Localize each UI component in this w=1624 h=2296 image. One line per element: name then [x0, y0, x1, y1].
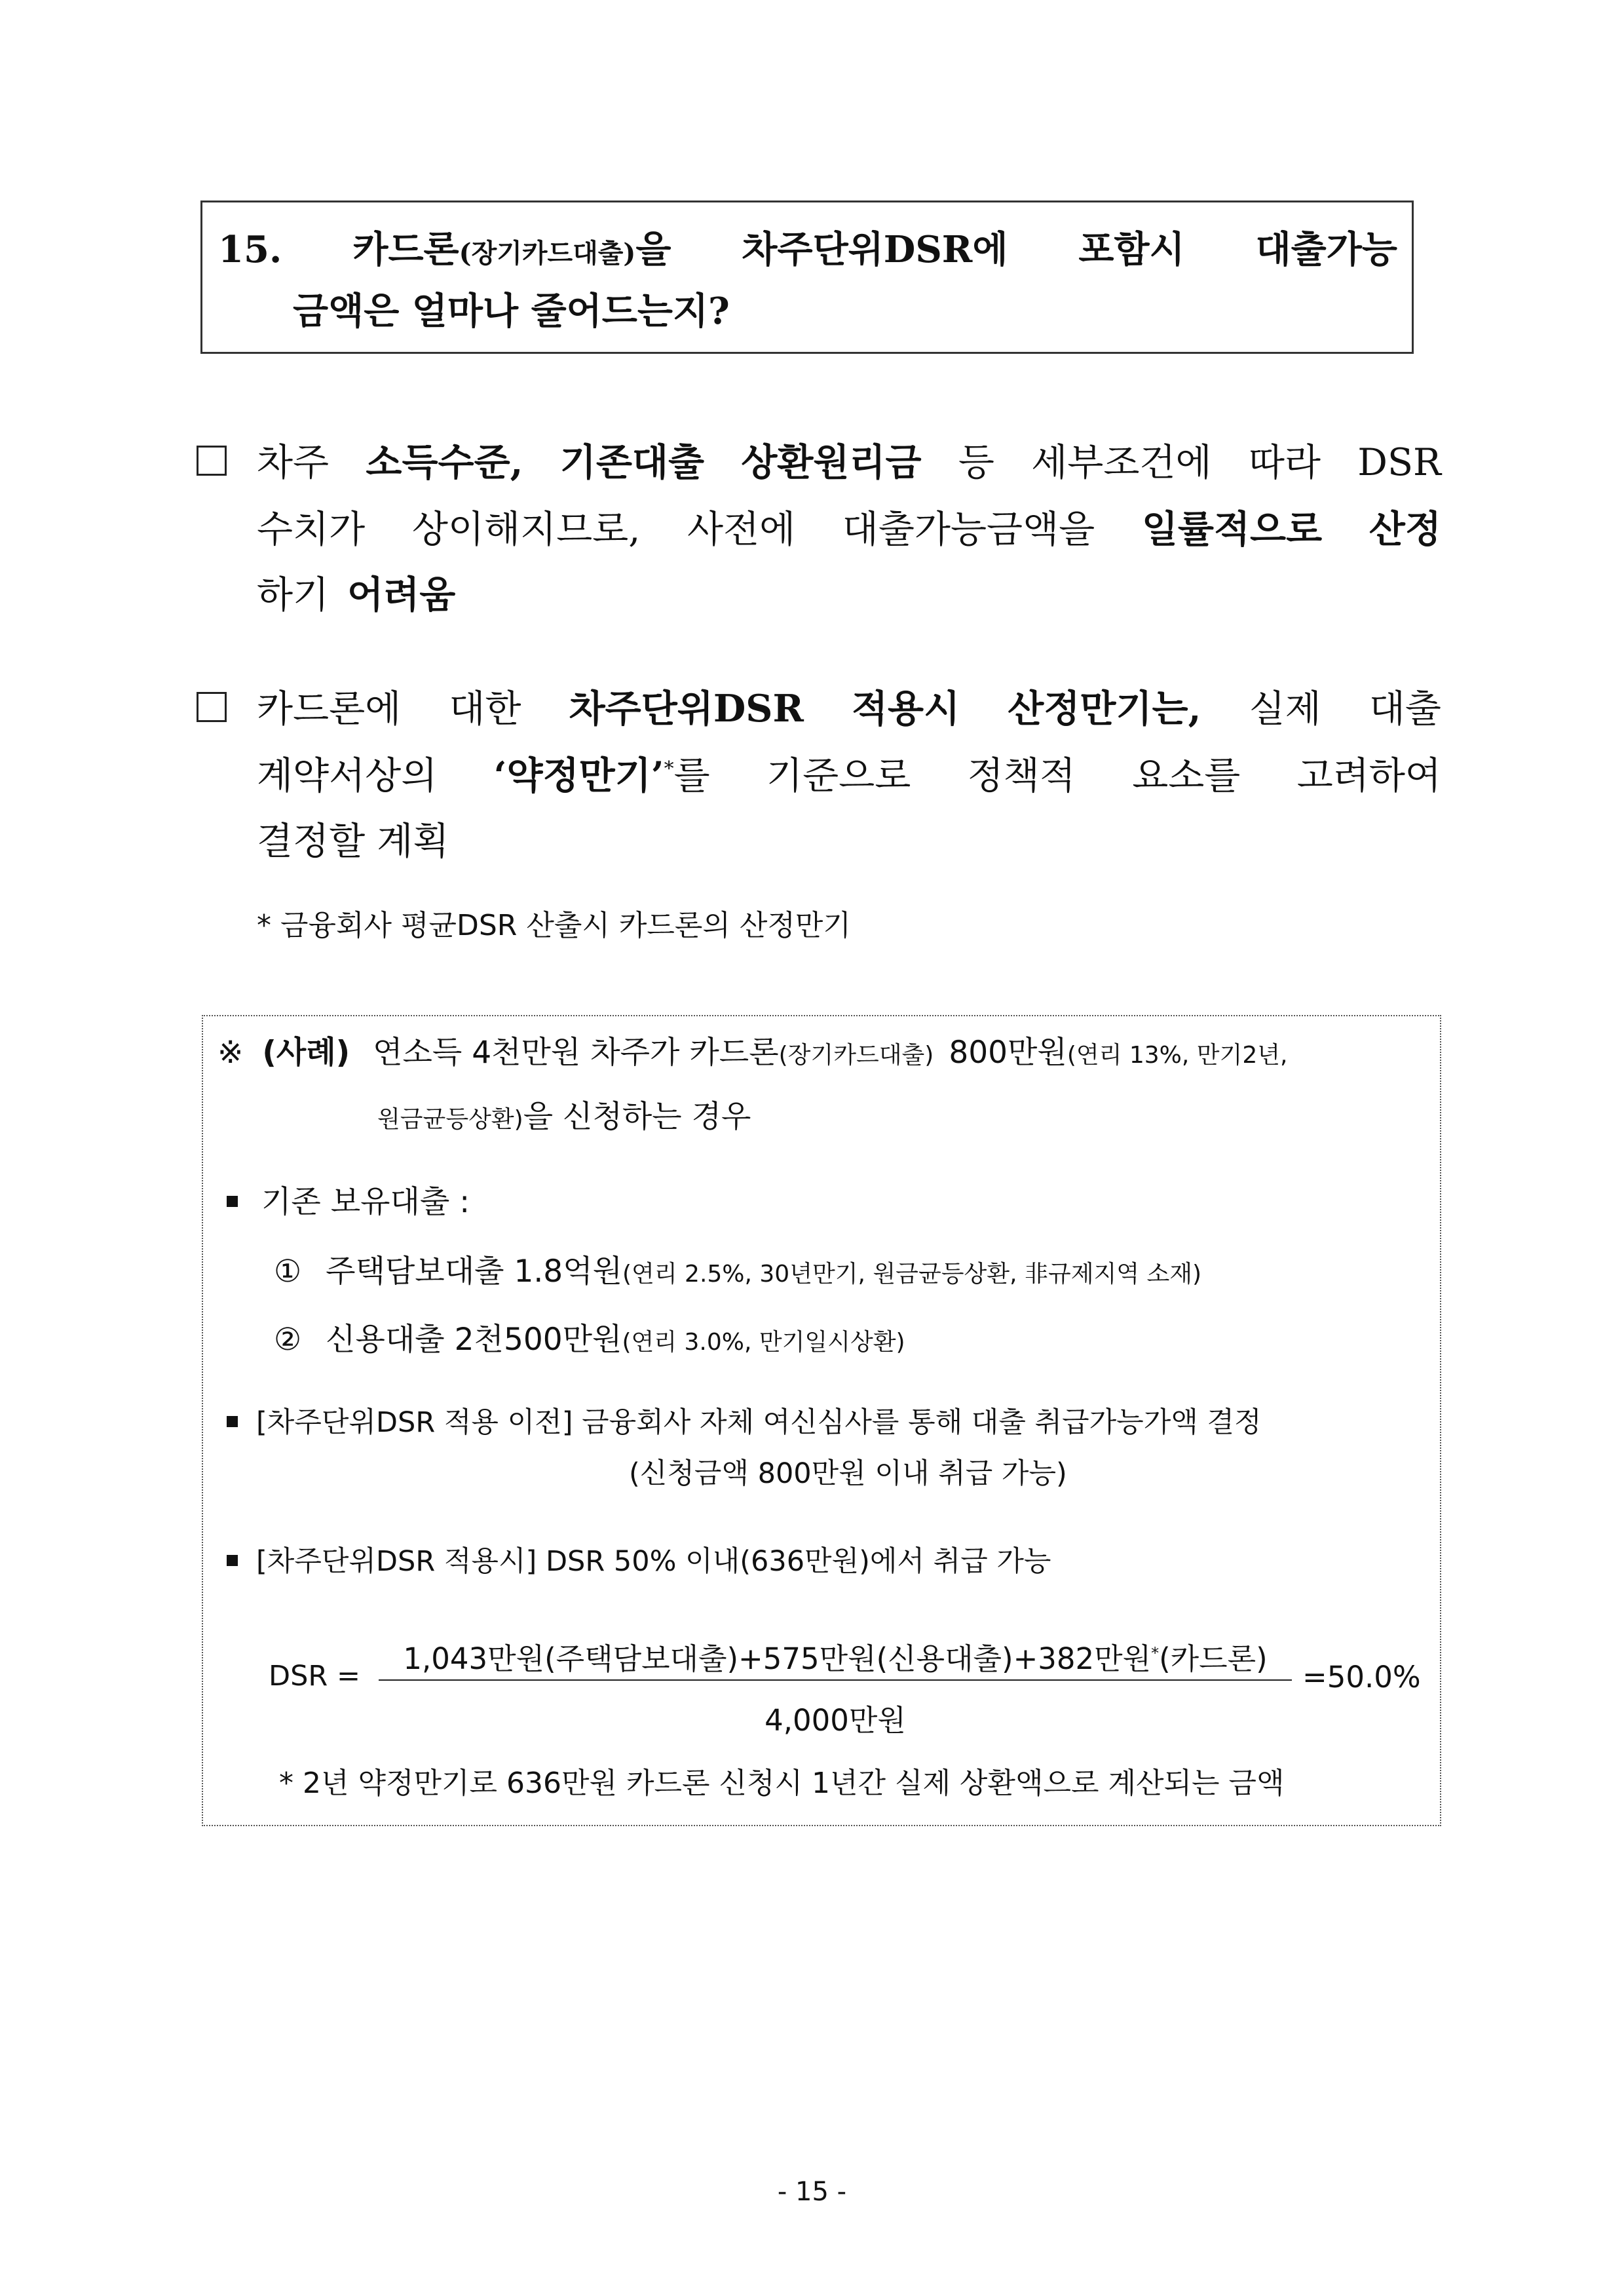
before-dsr-line-2: (신청금액 800만원 이내 취급 가능) — [629, 1457, 1067, 1490]
word-bold: 상환원리금 — [741, 440, 922, 484]
square-bullet-icon — [227, 1196, 238, 1207]
word-bold: 차주단위DSR — [569, 687, 804, 731]
word: 사전에 — [687, 508, 796, 551]
word-bold: 기존대출 — [559, 440, 705, 484]
footnote-mark: * — [664, 757, 674, 780]
word: 등 — [958, 441, 994, 484]
page-number: - 15 - — [777, 2177, 847, 2207]
word: 요소를 — [1132, 754, 1241, 797]
case-line-1 — [217, 1028, 1287, 1072]
checkbox-square-icon — [197, 446, 227, 476]
word: 정책적 — [967, 754, 1076, 797]
bullet2-line3: 결정할 계획 — [257, 820, 449, 863]
word: 계약서상의 — [257, 754, 438, 797]
fraction-bar — [379, 1679, 1292, 1681]
checkbox-square-icon — [197, 692, 227, 722]
footnote: * 금융회사 평균DSR 산출시 카드론의 산정만기 — [257, 909, 851, 942]
case-text-small: (연리 2.5%, 30년만기, 원금균등상환, 非규제지역 소재) — [622, 1261, 1202, 1288]
case-footnote: * 2년 약정만기로 636만원 카드론 신청시 1년간 실제 상환액으로 계산되는 금액 — [279, 1767, 1285, 1800]
word: 상이해지므로, — [411, 508, 641, 551]
word-bold: 산정 — [1369, 507, 1441, 551]
word-bold: 어려움 — [347, 573, 456, 617]
word: 세부조건에 — [1031, 441, 1212, 484]
footnote-mark: * — [1151, 1644, 1160, 1662]
formula-text: (카드론) — [1159, 1641, 1268, 1676]
case-text: 신용대출 2천500만원 — [326, 1322, 622, 1358]
word: 카드론에 — [257, 687, 402, 731]
word: 고려하여 — [1296, 754, 1441, 797]
case-text-small: (연리 13%, 만기2년, — [1067, 1042, 1288, 1069]
word: 대한 — [449, 687, 521, 731]
formula-numerator — [387, 1635, 1284, 1677]
formula-text: 1,043만원(주택담보대출)+575만원(신용대출)+382만원 — [403, 1641, 1152, 1676]
bullet1-line2 — [257, 499, 1441, 553]
question-text: 포함시 — [1078, 228, 1185, 271]
question-number: 15. — [218, 228, 282, 271]
case-text-small: (장기카드대출) — [778, 1042, 934, 1069]
word: 기준으로 — [766, 754, 911, 797]
case-text: 을 신청하는 경우 — [523, 1099, 751, 1135]
bullet2-line1 — [257, 679, 1441, 733]
bullet1-line1 — [257, 432, 1441, 486]
after-dsr-line — [227, 1539, 1051, 1579]
case-label: (사례) — [262, 1035, 350, 1071]
case-text: [차주단위DSR 적용 이전] 금융회사 자체 여신심사를 통해 대출 취급가능가액 결정 — [256, 1406, 1262, 1439]
square-bullet-icon — [227, 1416, 238, 1427]
word-bold: 소득수준, — [366, 440, 523, 484]
question-box — [200, 201, 1414, 354]
question-text: 을 — [635, 228, 671, 271]
word: 대출 — [1369, 687, 1441, 731]
word: 실제 — [1249, 687, 1321, 731]
case-text-small: (연리 3.0%, 만기일시상환) — [622, 1329, 905, 1356]
question-text: 카드론 — [352, 228, 459, 271]
square-bullet-icon — [227, 1555, 238, 1566]
word: 를 — [673, 754, 710, 797]
circled-number-1: ① — [274, 1253, 302, 1290]
word: 수치가 — [257, 508, 366, 551]
bullet2-line2 — [257, 746, 1441, 799]
word-bold: 일률적으로 — [1141, 507, 1323, 551]
case-text: 주택담보대출 1.8억원 — [326, 1253, 622, 1290]
word-bold: 산정만기는, — [1008, 687, 1201, 731]
word: DSR — [1357, 441, 1441, 484]
word: 대출가능금액을 — [842, 508, 1095, 551]
case-text-small: 원금균등상환) — [377, 1106, 523, 1133]
case-text: 연소득 4천만원 차주가 카드론 — [373, 1035, 779, 1071]
word: 하기 — [257, 573, 330, 617]
existing-loans-title — [227, 1177, 470, 1221]
question-text: 대출가능 — [1255, 228, 1397, 271]
word: 차주 — [257, 441, 330, 484]
case-box — [202, 1015, 1441, 1826]
word-bold: 적용시 — [851, 687, 960, 731]
loan-item-2 — [274, 1315, 905, 1359]
formula-left: DSR = — [269, 1660, 360, 1693]
before-dsr-line-1 — [227, 1400, 1262, 1440]
question-line-2: 금액은 얼마나 줄어드는지? — [293, 290, 730, 333]
word-bold: ‘약정만기’ — [493, 754, 664, 797]
question-line-1 — [218, 221, 1397, 273]
bullet1-line3 — [257, 565, 1441, 619]
case-text: [차주단위DSR 적용시] DSR 50% 이내(636만원)에서 취급 가능 — [256, 1545, 1051, 1578]
question-paren: (장기카드대출) — [459, 238, 636, 269]
formula-denominator: 4,000만원 — [765, 1703, 906, 1738]
case-line-2 — [377, 1092, 751, 1136]
question-text: 차주단위DSR에 — [742, 228, 1008, 271]
formula-result: =50.0% — [1302, 1660, 1421, 1694]
circled-number-2: ② — [274, 1322, 302, 1358]
loan-item-1 — [274, 1247, 1201, 1291]
word: 따라 — [1248, 441, 1321, 484]
case-text: 800만원 — [949, 1035, 1067, 1071]
case-text: 기존 보유대출 : — [261, 1184, 470, 1220]
reference-mark-icon: ※ — [217, 1035, 244, 1071]
word-group — [494, 746, 710, 799]
